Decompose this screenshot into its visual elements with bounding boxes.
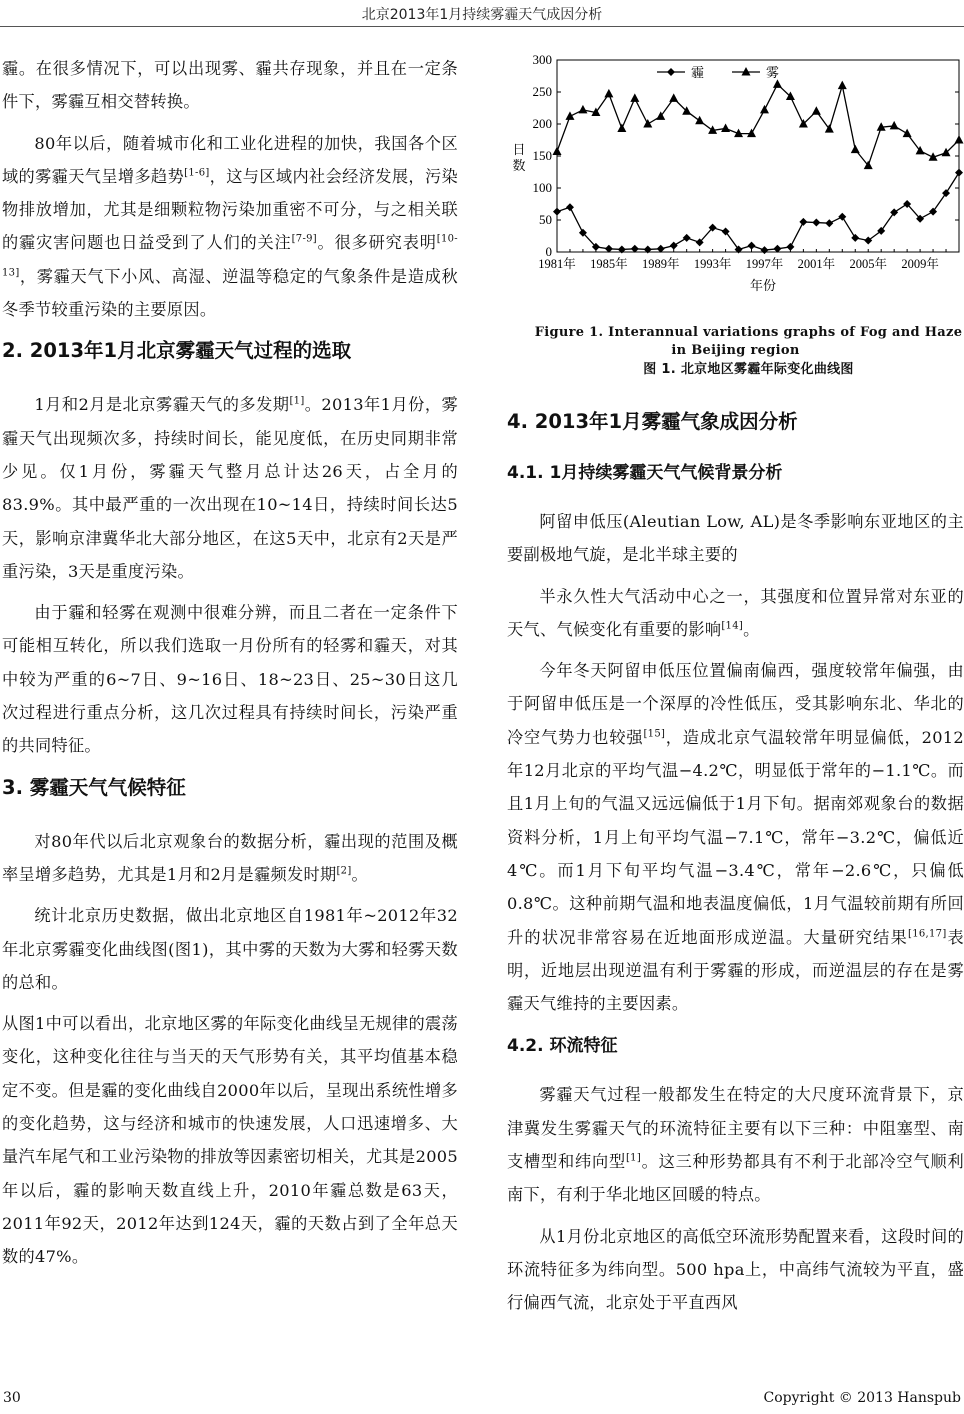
paragraph: 从1月份北京地区的高低空环流形势配置来看，这段时间的环流特征多为纬向型。500 hpa上，中高纬气流较为平直，盛行偏西气流，北京处于平直西风	[507, 1226, 964, 1313]
data-point-haze	[670, 242, 678, 250]
citation[interactable]: [1]	[625, 1152, 642, 1164]
subsection-heading: 4.2. 环流特征	[507, 1036, 618, 1057]
data-point-haze	[683, 234, 691, 242]
data-point-fog	[578, 105, 587, 114]
legend-label: 霾	[691, 65, 705, 80]
subsection-heading: 4.1. 1月持续雾霾天气气候背景分析	[507, 463, 783, 483]
y-tick-label: 200	[532, 116, 552, 131]
series-line-fog	[557, 84, 959, 165]
citation[interactable]: [14]	[721, 620, 744, 632]
data-point-haze	[955, 169, 963, 177]
paragraph: 从图1中可以看出，北京地区雾的年际变化曲线呈无规律的震荡变化，这种变化往往与当天的天气形势有关，其平均值基本稳定不变。但是霾的变化曲线自2000年以后，呈现出系统性增多的变化趋势，这与经济和城市的快速发展，人口迅速增多、大量汽车尾气和工业污染物的排放等因素密切相关，尤其是2005年以后，霾的影响天数直线上升，2010年霾总数是63天，2011年92天，2012年达到124天，霾的天数占到了全年总天数的47%。	[2, 1014, 458, 1267]
data-point-fog	[903, 129, 912, 138]
x-tick-label: 2001年	[797, 257, 836, 271]
figure-caption-en: Figure 1. Interannual variations graphs of Fog and Haze in Beijing region	[534, 325, 963, 358]
data-point-haze	[851, 234, 859, 242]
data-point-haze	[760, 246, 768, 254]
right-column	[507, 52, 964, 1328]
y-tick-label: 100	[532, 180, 552, 195]
citation[interactable]: [2]	[336, 865, 352, 877]
x-tick-label: 1981年	[538, 257, 576, 271]
citation[interactable]: [1-6]	[184, 167, 210, 179]
data-point-haze	[799, 218, 807, 226]
paragraph: 1月和2月是北京雾霾天气的多发期[1]。2013年1月份，雾霾天气出现频次多，持续时间长，能见度低，在历史同期非常少见。仅1月份，雾霾天气整月总计达26天，占全月的83.9%。其中最严重的一次出现在10~14日，持续时间长达5天，影响京津冀华北大部分地区，在这5天中，北京有2天是严重污染，3天是重度污染。	[2, 395, 458, 581]
x-tick-label: 1997年	[745, 257, 784, 271]
data-point-fog	[553, 147, 562, 156]
y-axis-label: 数	[512, 158, 526, 173]
x-tick-label: 1989年	[641, 257, 680, 271]
copyright: Copyright © 2013 Hanspub	[763, 1390, 961, 1406]
citation[interactable]: [15]	[643, 728, 666, 740]
x-tick-label: 1985年	[590, 257, 628, 271]
y-tick-label: 250	[532, 84, 552, 99]
data-point-fog	[630, 93, 639, 102]
data-point-haze	[566, 203, 574, 211]
paragraph: 对80年代以后北京观象台的数据分析，霾出现的范围及概率呈增多趋势，尤其是1月和2月是霾频发时期[2]。	[2, 831, 458, 884]
data-point-fog	[565, 111, 574, 120]
data-point-fog	[812, 106, 821, 115]
paragraph: 今年冬天阿留申低压位置偏南偏西，强度较常年偏强，由于阿留申低压是一个深厚的冷性低压，受其影响东北、华北的冷空气势力也较强[15]，造成北京气温较常年明显偏低，2012年12月北京的平均气温−4.2℃，明显低于常年的−1.1℃。而且1月上旬的气温又远远偏低于1月下旬。据南郊观象台的数据资料分析，1月上旬平均气温−7.1℃，常年−3.2℃，偏低近4℃。而1月下旬平均气温−3.4℃，常年−2.6℃，只偏低0.8℃。这种前期气温和地表温度偏低，1月气温较前期有所回升的状况非常容易在近地面形成逆温。大量研究结果[16,17]表明，近地层出现逆温有利于雾霾的形成，而逆温层的存在是雾霾天气维持的主要因素。	[507, 661, 964, 1014]
paragraph: 半永久性大气活动中心之一，其强度和位置异常对东亚的天气、气候变化有重要的影响[14]。	[507, 586, 964, 639]
data-point-haze	[942, 189, 950, 197]
x-axis-label: 年份	[749, 278, 777, 293]
data-point-fog	[773, 79, 782, 88]
x-tick-label: 1993年	[693, 257, 732, 271]
data-point-haze	[929, 208, 937, 216]
data-point-fog	[760, 105, 769, 114]
x-tick-label: 2009年	[901, 257, 939, 271]
citation[interactable]: [1]	[289, 395, 305, 407]
legend-marker	[742, 67, 751, 76]
series-line-haze	[557, 173, 959, 250]
figure-caption-zh: 图 1. 北京地区雾霾年际变化曲线图	[643, 362, 854, 377]
figure-1	[507, 52, 964, 397]
page-number: 30	[3, 1390, 21, 1406]
data-point-fog	[955, 135, 964, 144]
data-point-fog	[890, 121, 899, 130]
data-point-fog	[643, 119, 652, 128]
data-point-haze	[825, 219, 833, 227]
data-point-fog	[838, 81, 847, 90]
legend-label: 雾	[766, 65, 780, 80]
x-tick-label: 2005年	[849, 257, 887, 271]
header-rule	[0, 26, 964, 27]
y-axis-label: 日	[512, 142, 526, 157]
data-point-fog	[695, 116, 704, 125]
data-point-fog	[747, 129, 756, 138]
paragraph: 80年以后，随着城市化和工业化进程的加快，我国各个区域的雾霾天气呈增多趋势[1-6]，这与区域内社会经济发展，污染物排放增加，尤其是细颗粒物污染加重密不可分，与之相关联的霾灾害问题也日益受到了人们的关注[7-9]。很多研究表明[10-13]，雾霾天气下小风、高湿、逆温等稳定的气象条件是造成秋冬季节较重污染的主要原因。	[2, 133, 458, 320]
y-tick-label: 0	[545, 244, 552, 259]
paragraph: 由于霾和轻雾在观测中很难分辨，而且二者在一定条件下可能相互转化，所以我们选取一月份所有的轻雾和霾天，对其中较为严重的6~7日、9~16日、18~23日、25~30日这几次过程进行重点分析，这几次过程具有持续时间长，污染严重的共同特征。	[2, 603, 458, 756]
data-point-fog	[669, 93, 678, 102]
y-tick-label: 150	[532, 148, 552, 163]
citation[interactable]: [10-13]	[2, 234, 458, 279]
y-tick-label: 50	[539, 212, 552, 227]
data-point-haze	[812, 219, 820, 227]
y-tick-label: 300	[532, 52, 552, 67]
data-point-fog	[604, 89, 613, 98]
data-point-haze	[890, 208, 898, 216]
fog-haze-chart	[507, 52, 964, 314]
data-point-haze	[748, 242, 756, 250]
legend-marker	[667, 68, 675, 76]
paragraph: 统计北京历史数据，做出北京地区自1981年~2012年32年北京雾霾变化曲线图(图1)，其中雾的天数为大雾和轻雾天数的总和。	[2, 906, 458, 992]
paragraph: 阿留申低压(Aleutian Low, AL)是冬季影响东亚地区的主要副极地气旋，是北半球主要的	[507, 512, 964, 565]
data-point-haze	[838, 213, 846, 221]
data-point-fog	[617, 123, 626, 132]
data-point-fog	[851, 145, 860, 154]
section-heading: 2. 2013年1月北京雾霾天气过程的选取	[2, 339, 352, 363]
paragraph: 雾霾天气过程一般都发生在特定的大尺度环流背景下，京津冀发生雾霾天气的环流特征主要有以下三种：中阻塞型、南支槽型和纬向型[1]。这三种形势都具有不利于北部冷空气顺利南下，有利于华北地区回暖的特点。	[507, 1085, 964, 1205]
section-heading: 4. 2013年1月雾霾气象成因分析	[507, 410, 798, 433]
citation[interactable]: [16,17]	[908, 928, 947, 940]
section-heading: 3. 雾霾天气气候特征	[2, 775, 186, 799]
running-title: 北京2013年1月持续雾霾天气成因分析	[361, 7, 603, 23]
data-point-haze	[553, 208, 561, 216]
citation[interactable]: [7-9]	[291, 234, 317, 246]
left-column	[2, 52, 458, 1282]
plot-frame	[557, 60, 959, 252]
data-point-haze	[786, 243, 794, 251]
data-point-fog	[721, 123, 730, 132]
paragraph: 霾。在很多情况下，可以出现雾、霾共存现象，并且在一定条件下，雾霾互相交替转换。	[2, 59, 458, 112]
